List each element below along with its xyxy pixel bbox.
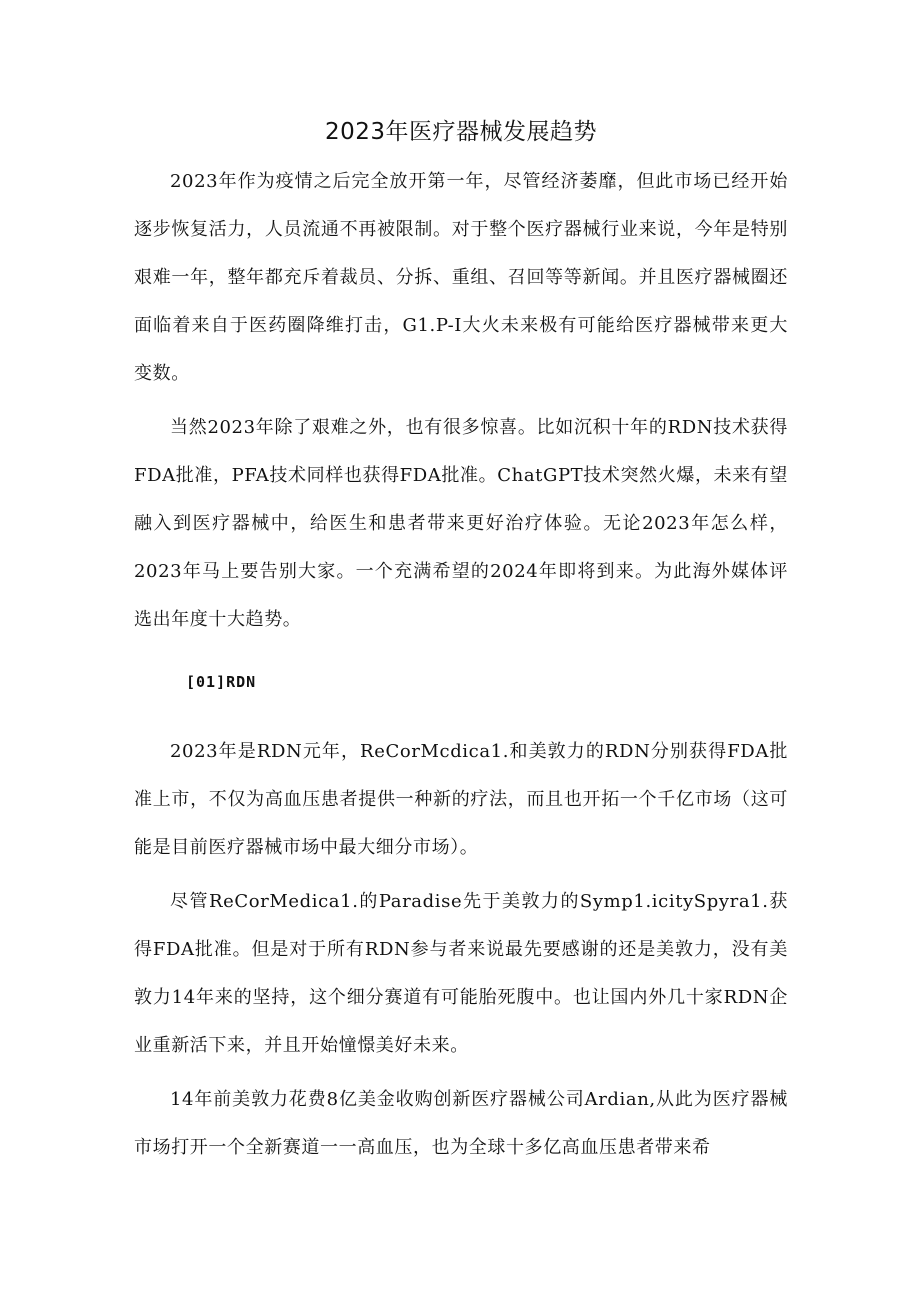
document-title: 2023年医疗器械发展趋势	[324, 119, 598, 145]
intro-paragraph-1: 2023年作为疫情之后完全放开第一年，尽管经济萎靡，但此市场已经开始逐步恢复活力，人员流通不再被限制。对于整个医疗器械行业来说，今年是特别艰难一年，整年都充斥着裁员、分拆、重组、召回等等新闻。并且医疗器械圈还面临着来自于医药圈降维打击，G1.P-I大火未来极有可能给医疗器械带来更大变数。	[134, 171, 788, 384]
section-paragraph-3: 14年前美敦力花费8亿美金收购创新医疗器械公司Ardian,从此为医疗器械市场打开一个全新赛道一一高血压，也为全球十多亿高血压患者带来希	[134, 1089, 788, 1158]
section-paragraph-2: 尽管ReCorMedica1.的Paradise先于美敦力的Symp1.icitySpyra1.获得FDA批准。但是对于所有RDN参与者来说最先要感谢的还是美敦力，没有美敦力14年来的坚持，这个细分赛道有可能胎死腹中。也让国内外几十家RDN企业重新活下来，并且开始憧憬美好未来。	[134, 891, 788, 1056]
section-heading-rdn: [01]RDN	[186, 673, 257, 691]
section-paragraph-1: 2023年是RDN元年，ReCorMcdica1.和美敦力的RDN分别获得FDA批准上市，不仅为高血压患者提供一种新的疗法，而且也开拓一个千亿市场（这可能是目前医疗器械市场中最大细分市场）。	[134, 741, 788, 858]
intro-paragraph-2: 当然2023年除了艰难之外，也有很多惊喜。比如沉积十年的RDN技术获得FDA批准，PFA技术同样也获得FDA批准。ChatGPT技术突然火爆，未来有望融入到医疗器械中，给医生和患者带来更好治疗体验。无论2023年怎么样，2023年马上要告别大家。一个充满希望的2024年即将到来。为此海外媒体评选出年度十大趋势。	[134, 417, 788, 630]
